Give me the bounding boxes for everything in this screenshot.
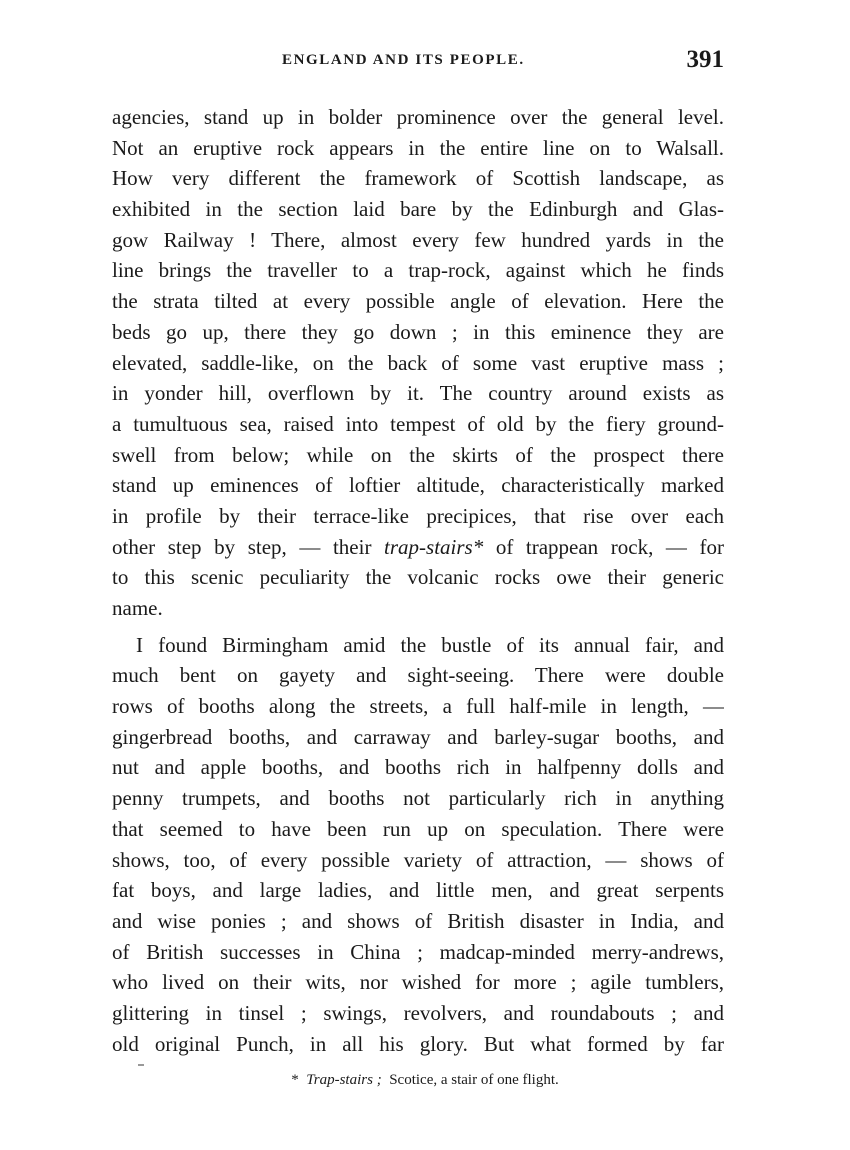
text-line: fat boys, and large ladies, and little men, and great serpents bbox=[112, 878, 724, 903]
text-line: old original Punch, in all his glory. But what formed by far bbox=[112, 1031, 724, 1056]
footnote bbox=[0, 1068, 850, 1092]
text-line: in profile by their terrace-like precipices, that rise over each bbox=[112, 503, 724, 528]
text-line: glittering in tinsel ; swings, revolvers, and roundabouts ; and bbox=[112, 1000, 724, 1025]
text-line: gow Railway ! There, almost every few hundred yards in the bbox=[112, 227, 724, 252]
line-text-before: other step by step, — their bbox=[112, 534, 385, 559]
text-line: shows, too, of every possible variety of attraction, — shows of bbox=[112, 847, 724, 872]
footnote-marker: * bbox=[291, 1072, 299, 1088]
text-line: to this scenic peculiarity the volcanic rocks owe their generic bbox=[112, 565, 724, 590]
text-line: stand up eminences of loftier altitude, characteristically marked bbox=[112, 473, 724, 498]
text-line: Not an eruptive rock appears in the entire line on to Walsall. bbox=[112, 135, 724, 160]
text-line-with-footnote-ref bbox=[112, 532, 724, 563]
text-line: of British successes in China ; madcap-minded merry-andrews, bbox=[112, 939, 724, 964]
text-line: agencies, stand up in bolder prominence over the general level. bbox=[112, 105, 724, 129]
text-line: who lived on their wits, nor wished for more ; agile tumblers, bbox=[112, 970, 724, 995]
page-number: 391 bbox=[686, 46, 724, 73]
trap-stairs-term: trap-stairs* bbox=[384, 534, 484, 559]
text-line: a tumultuous sea, raised into tempest of old by the fiery ground- bbox=[112, 411, 724, 436]
body-text bbox=[112, 102, 724, 1059]
running-head bbox=[112, 48, 724, 76]
text-line: beds go up, there they go down ; in this eminence they are bbox=[112, 319, 724, 344]
text-line: line brings the traveller to a trap-rock, against which he finds bbox=[112, 258, 724, 283]
text-line: gingerbread booths, and carraway and barley-sugar booths, and bbox=[112, 724, 724, 749]
text-line: I found Birmingham amid the bustle of its annual fair, and bbox=[136, 632, 724, 657]
paragraph-1 bbox=[112, 102, 724, 624]
text-line: the strata tilted at every possible angle of elevation. Here the bbox=[112, 289, 724, 314]
text-line: that seemed to have been run up on speculation. There were bbox=[112, 816, 724, 841]
text-line: swell from below; while on the skirts of the prospect there bbox=[112, 442, 724, 467]
text-line: How very different the framework of Scottish landscape, as bbox=[112, 166, 724, 191]
text-line: name. bbox=[112, 596, 163, 620]
text-line: exhibited in the section laid bare by the Edinburgh and Glas- bbox=[112, 197, 724, 222]
text-line: nut and apple booths, and booths rich in halfpenny dolls and bbox=[112, 755, 724, 780]
footnote-term: Trap-stairs ; bbox=[306, 1072, 382, 1088]
paragraph-2 bbox=[112, 630, 724, 1060]
text-line: elevated, saddle-like, on the back of some vast eruptive mass ; bbox=[112, 350, 724, 375]
text-line: rows of booths along the streets, a full half-mile in length, — bbox=[112, 694, 724, 719]
footnote-rule-mark bbox=[138, 1064, 144, 1066]
footnote-text: Scotice, a stair of one flight. bbox=[389, 1072, 559, 1088]
text-line: penny trumpets, and booths not particularly rich in anything bbox=[112, 786, 724, 811]
line-text-after: of trappean rock, — for bbox=[483, 534, 724, 559]
text-line: and wise ponies ; and shows of British disaster in India, and bbox=[112, 908, 724, 933]
running-title: ENGLAND AND ITS PEOPLE. bbox=[282, 52, 525, 68]
text-line: in yonder hill, overflown by it. The country around exists as bbox=[112, 381, 724, 406]
text-line: much bent on gayety and sight-seeing. There were double bbox=[112, 663, 724, 688]
